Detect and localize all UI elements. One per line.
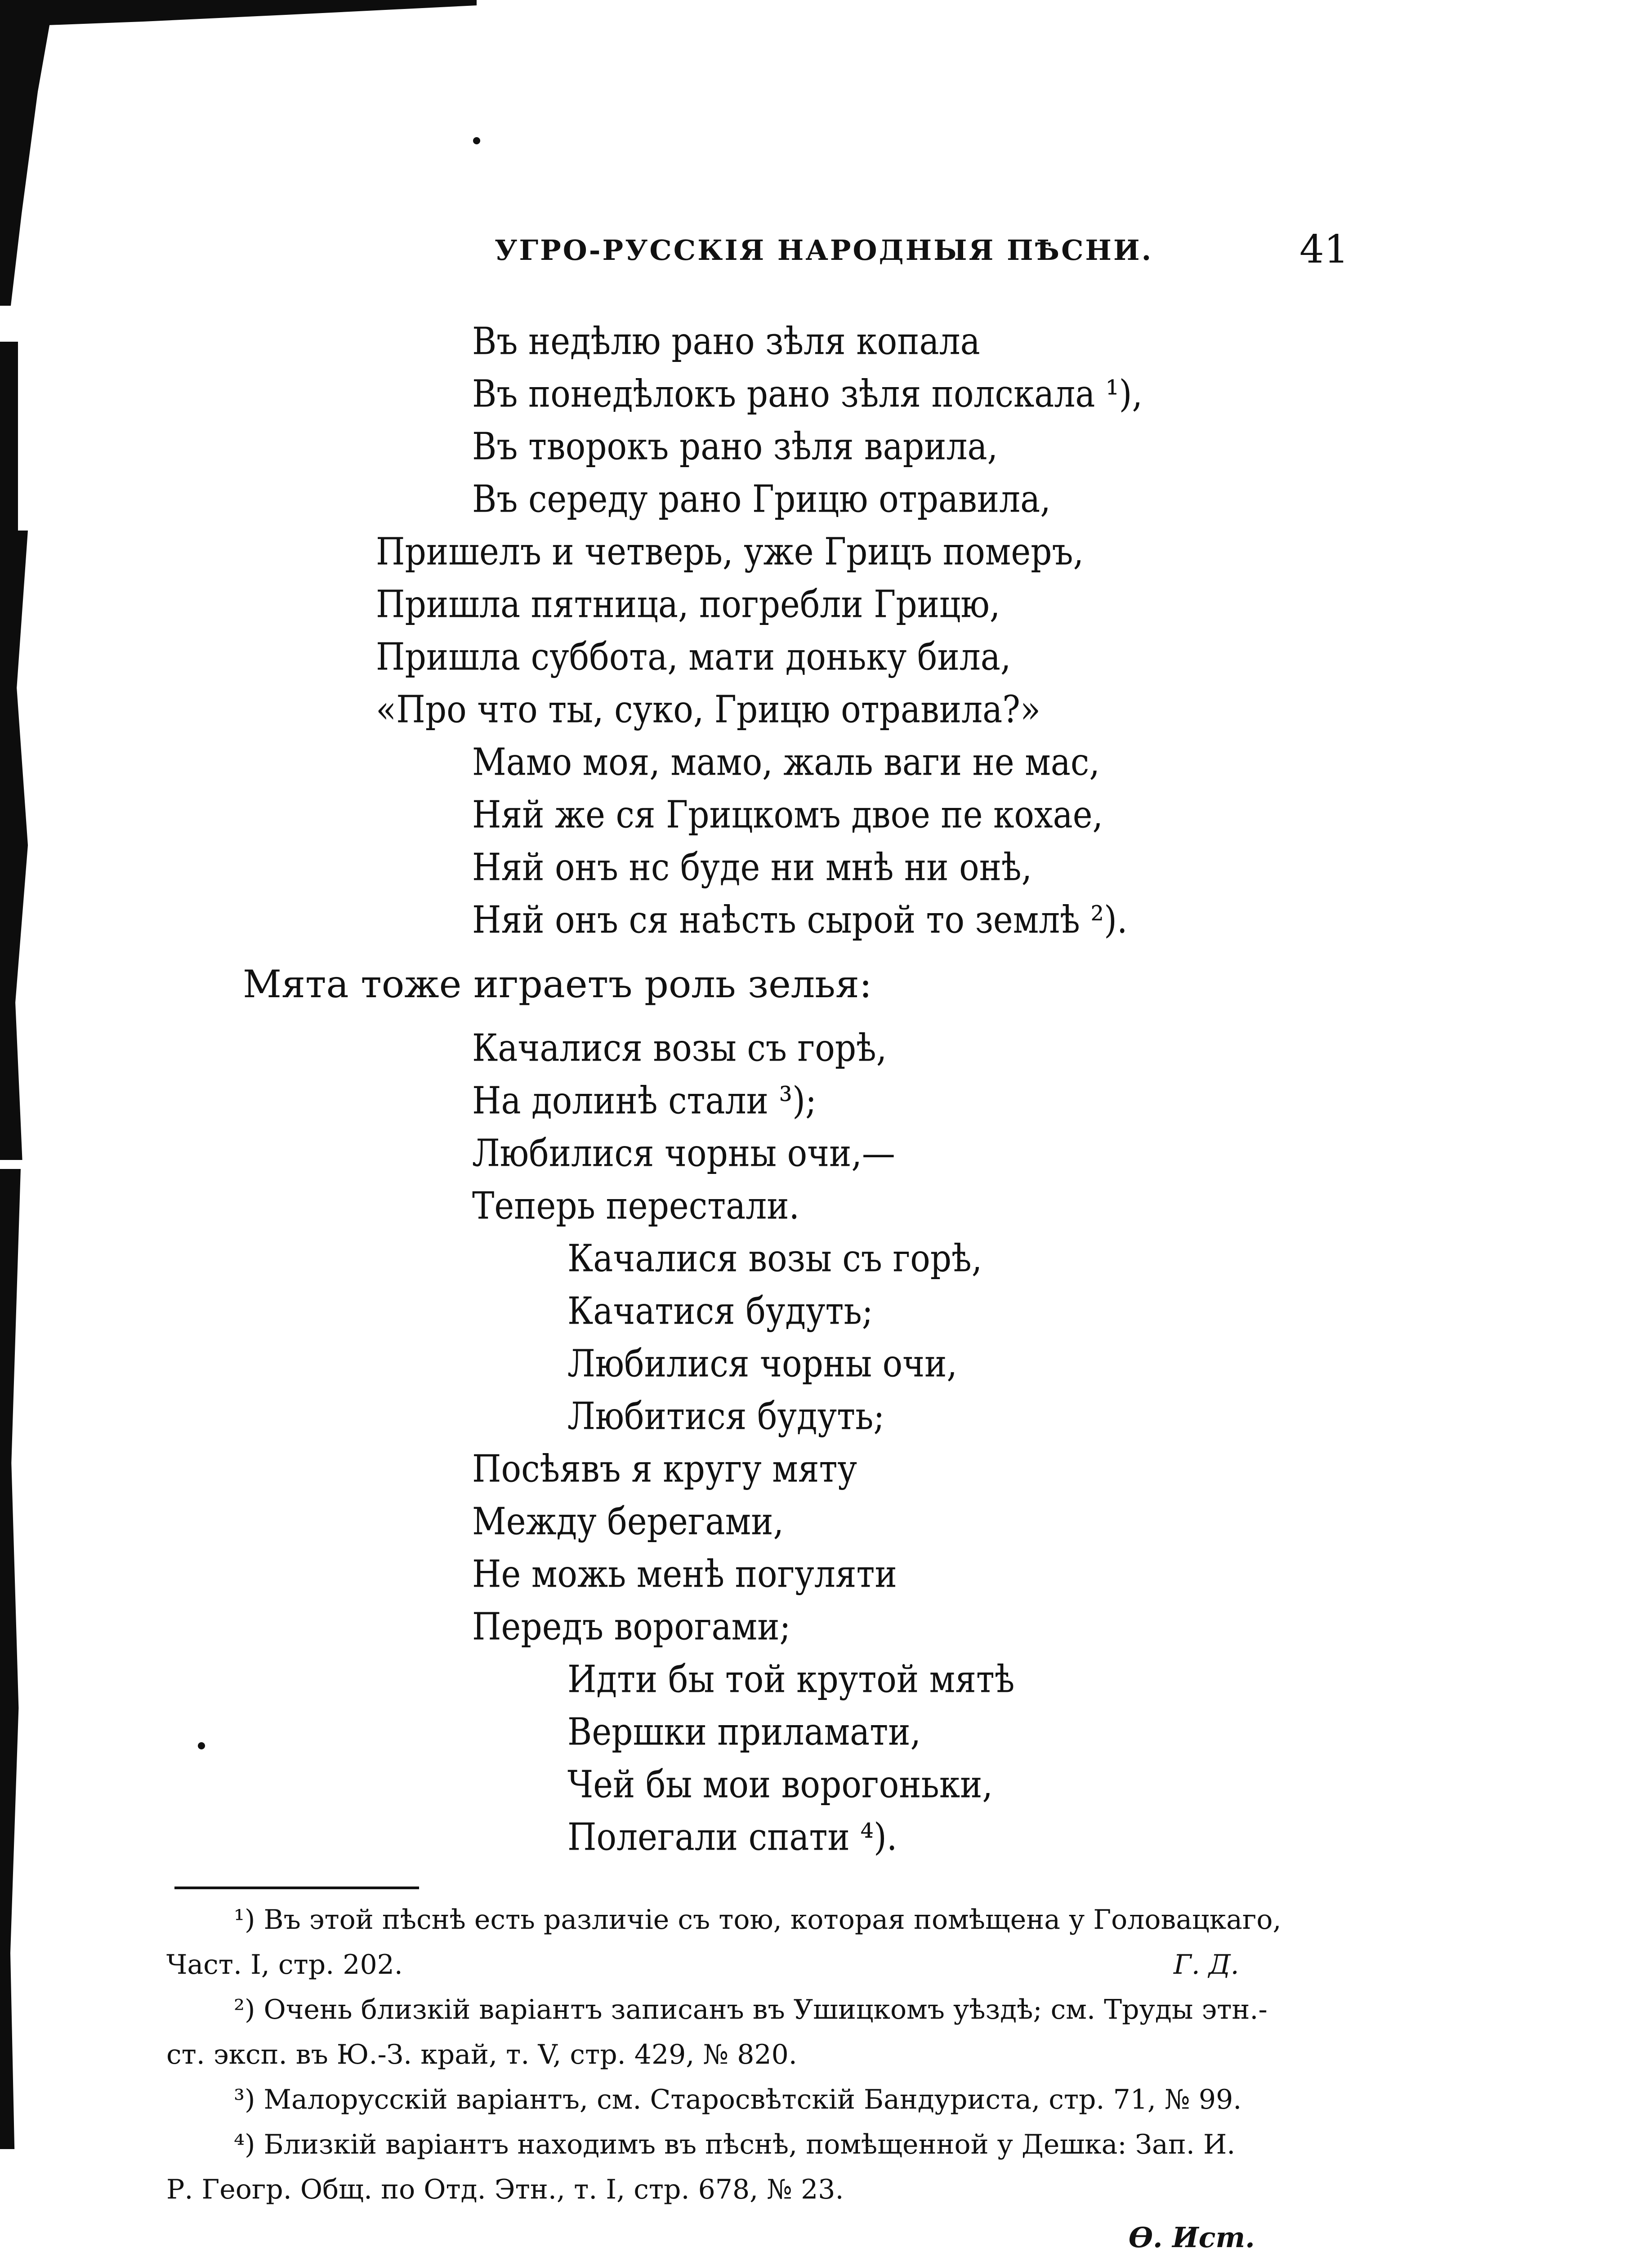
verse-line: Любилися чорны очи,— [472,1132,895,1175]
verse-line: Между берегами, [472,1500,784,1543]
verse-line: Няй же ся Грицкомъ двое пе кохае, [472,793,1103,837]
verse-line: Любитися будуть; [567,1395,885,1438]
verse-line: Полегали спати ⁴). [567,1815,897,1859]
verse-line: Няй онъ нс буде ни мнѣ ни онѣ, [472,846,1032,889]
scan-speck [198,1742,205,1749]
verse-line: Теперь перестали. [472,1184,800,1228]
footnote-4-line-2: Р. Геогр. Общ. по Отд. Этн., т. I, стр. 678, № 23. [166,2174,844,2205]
footnote-1-line-2: Част. I, стр. 202. [166,1949,403,1980]
verse-line: Передъ ворогами; [472,1605,791,1649]
verse-line: «Про что ты, суко, Грицю отравила?» [376,688,1041,731]
footnote-3-line-1: ³) Малорусскій варіантъ, см. Старосвѣтскій Бандуриста, стр. 71, № 99. [234,2084,1242,2115]
verse-line: Няй онъ ся наѣсть сырой то землѣ ²). [472,898,1128,942]
footnote-4-line-1: ⁴) Близкій варіантъ находимъ въ пѣснѣ, помѣщенной у Дешка: Зап. И. [234,2129,1236,2160]
footnote-2-line-2: ст. эксп. въ Ю.-З. край, т. V, стр. 429, № 820. [166,2039,797,2070]
scan-edge-left-top [0,0,54,306]
verse-line: На долинѣ стали ³); [472,1079,817,1123]
verse-line: Не можь менѣ погуляти [472,1552,897,1596]
scan-edge-left-3 [0,1169,21,2149]
verse-line: Качалися возы съ горѣ, [567,1237,982,1280]
verse-line: Пришелъ и четверь, уже Грицъ померъ, [376,530,1084,574]
verse-line: Идти бы той крутой мятѣ [567,1658,1015,1701]
verse-line: Въ понедѣлокъ рано зѣля полскала ¹), [472,372,1143,416]
verse-line: Вершки приламати, [567,1710,921,1754]
scan-edge-left-2 [0,531,28,1160]
verse-line: Чей бы мои ворогоньки, [567,1763,993,1806]
verse-line: Качатися будуть; [567,1289,873,1333]
verse-line: Въ середу рано Грицю отравила, [472,477,1051,521]
footnote-2-line-1: ²) Очень близкій варіантъ записанъ въ Ушицкомъ уѣздѣ; см. Труды этн.- [234,1994,1268,2025]
prose-line: Мята тоже играетъ роль зелья: [243,962,872,1006]
scan-edge-left-1 [0,342,18,531]
footnote-1-signature: Г. Д. [1174,1949,1239,1980]
verse-line: Качалися возы съ горѣ, [472,1026,887,1070]
verse-line: Пришла пятница, погребли Грицю, [376,583,1000,626]
verse-line: Любилися чорны очи, [567,1342,957,1386]
verse-line: Мамо моя, мамо, жаль ваги не мас, [472,740,1100,784]
scan-speck [473,137,480,144]
verse-line: Въ недѣлю рано зѣля копала [472,320,980,363]
verse-line: Въ творокъ рано зѣля варила, [472,425,998,468]
footnote-1-line-1: ¹) Въ этой пѣснѣ есть различіе съ тою, которая помѣщена у Головацкаго, [234,1904,1281,1936]
scan-edge-top [0,0,477,27]
footnote-4-signature: Ѳ. Ист. [1129,2221,1255,2248]
page-number: 41 [1299,227,1349,272]
footnote-rule [174,1887,419,1889]
verse-line: Пришла суббота, мати доньку била, [376,635,1011,679]
running-header-title: УГРО-РУССКІЯ НАРОДНЫЯ ПѢСНИ. [495,234,1153,267]
verse-line: Посѣявъ я кругу мяту [472,1447,857,1491]
